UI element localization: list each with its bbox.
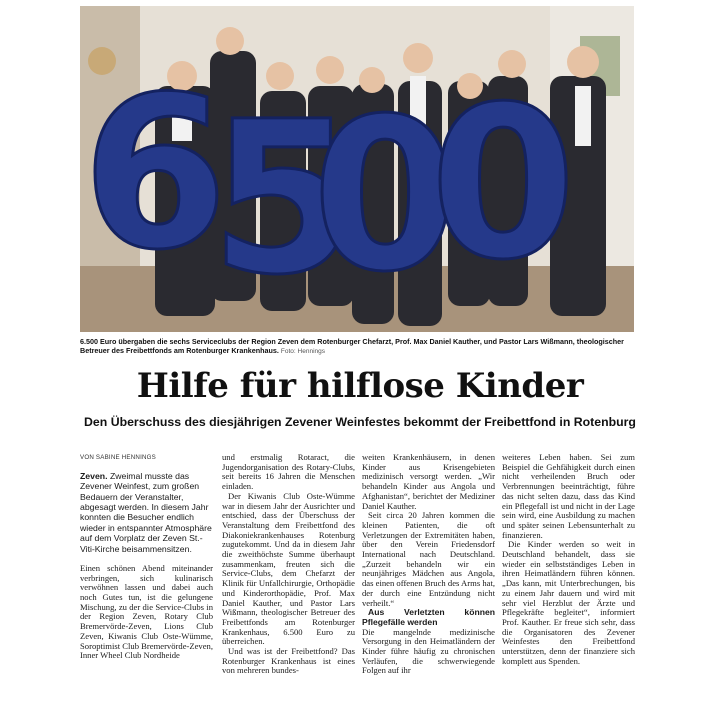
balloon-digit-0-second: 0: [430, 61, 577, 306]
photo-caption: [80, 337, 640, 357]
photo-credit: Foto: Hennings: [280, 348, 325, 356]
lead-paragraph: [80, 471, 213, 554]
photo-scene: [80, 6, 634, 332]
article-column-4: [502, 453, 635, 666]
article-column-1: [80, 453, 213, 661]
lead-text: Zweimal musste das Zevener Weinfest, zum großen Bedauern der Veranstalter, abgesagt werden. In diesem Jahr konnten die Besucher endlich wieder in entspannter Atmosphäre auf dem Vorplatz der Zeven St.-Viti-Kirche beisammensitzen.: [80, 470, 212, 554]
body-paragraph: Und was ist der Freibettfond? Das Rotenburger Krankenhaus ist eines von mehreren bundes-: [222, 646, 355, 676]
body-paragraph: weiteres Leben haben. Sei zum Beispiel die Gehfähigkeit durch einen nicht verheilenden Bruch oder Verbrennungen beeinträchtigt, führe das nicht selten dazu, dass das Kind ein Pflegefall ist und nicht in der Lage sein wird, eine Ausbildung zu machen und später seinen Lebensunterhalt zu finanzieren.: [502, 452, 635, 540]
section-subheading: Aus Verletzten können Pflegefälle werden: [362, 607, 495, 627]
body-paragraph: Die mangelnde medizinische Versorgung in den Heimatländern der Kinder führe häufig zu chronischen Verläufen, die schwerwiegende Folgen auf ihr: [362, 626, 495, 676]
article-headline: Hilfe für hilflose Kinder: [136, 366, 584, 406]
body-paragraph: Die Kinder werden so weit in Deutschland behandelt, dass sie wieder ein selbstständiges Leben in ihren Heimatländern führen können. „Das kann, mit Unterbrechungen, bis zu einem Jahr dauern und wird mit sehr viel Herzblut der Ärzte und Pflegekräfte begleitet“, informiert Prof. Kauther. Er freue sich sehr, dass die Organisatoren des Zevener Weinfestes den Freibettfond unterstützen, denn der finanziere sich komplett aus Spenden.: [502, 539, 635, 666]
lead-place: Zeven.: [80, 470, 108, 481]
balloon-numbers: [82, 51, 576, 321]
balloon-digit-0-first: 0: [312, 73, 459, 318]
article-subheadline: Den Überschuss des diesjährigen Zevener Weinfestes bekommt der Freibettfond in Rotenburg: [84, 415, 636, 429]
body-paragraph: Der Kiwanis Club Oste-Wümme war in diesem Jahr der Ausrichter und entschied, dass der Überschuss der Veranstaltung dem Freibettfond des Diakoniekrankenhauses Rotenburg zugutekommt. Und da in diesem Jahr die zweithöchste Summe überhaupt zusammenkam, freuten sich die Service-Clubs, dem Chefarzt der Klinik für Unfallchirurgie, Orthopädie und Kinderorthopädie, Prof. Max Daniel Kauther, und Pastor Lars Wißmann, theologischer Betreuer des Freibettfonds am Rotenburger Krankenhaus, 6.500 Euro zu überreichen.: [222, 490, 355, 647]
balloon-digit-5: 5: [210, 76, 357, 321]
balloon-digit-6: 6: [82, 51, 229, 296]
caption-text: 6.500 Euro übergaben die sechs Serviceclubs der Region Zeven dem Rotenburger Chefarzt, Prof. Max Daniel Kauther, und Pastor Lars Wißmann, theologischer Betreuer des Freibettfonds am Rotenburger Krankenhaus.: [80, 337, 624, 356]
body-paragraph: Einen schönen Abend miteinander verbringen, sich kulinarisch verwöhnen lassen und dabei auch noch Gutes tun, ist die gelungene Mischung, zu der die Service-Clubs in der Region Zeven, Rotary Club Bremervörde-Zeven, Lions Club Zeven, Kiwanis Club Oste-Wümme, Soroptimist Club Bremervörde-Zeven, Inner Wheel Club Nordheide: [80, 562, 213, 661]
body-paragraph: Seit circa 20 Jahren kommen die kleinen Patienten, die oft Verletzungen der Extremitäten haben, über den Verein Friedensdorf International nach Deutschland. „Zurzeit behandeln wir ein neunjähriges Mädchen aus Angola, das einen offenen Bruch des Arms hat, der durch eine Entzündung nicht verheilt.“: [362, 510, 495, 608]
byline: VON SABINE HENNINGS: [80, 454, 157, 461]
body-paragraph: und erstmalig Rotaract, die Jugendorganisation des Rotary-Clubs, seit bereits 16 Jahren die Menschen einladen.: [222, 452, 355, 492]
body-paragraph: weiten Krankenhäusern, in denen Kinder aus Krisengebieten medizinisch versorgt werden. „Wir behandeln Kinder aus Angola und Afghanistan“, berichtet der Mediziner Daniel Kauther.: [362, 452, 495, 511]
article-column-2: [222, 453, 355, 676]
article-column-3: [362, 453, 495, 676]
article-photo: [80, 6, 634, 332]
